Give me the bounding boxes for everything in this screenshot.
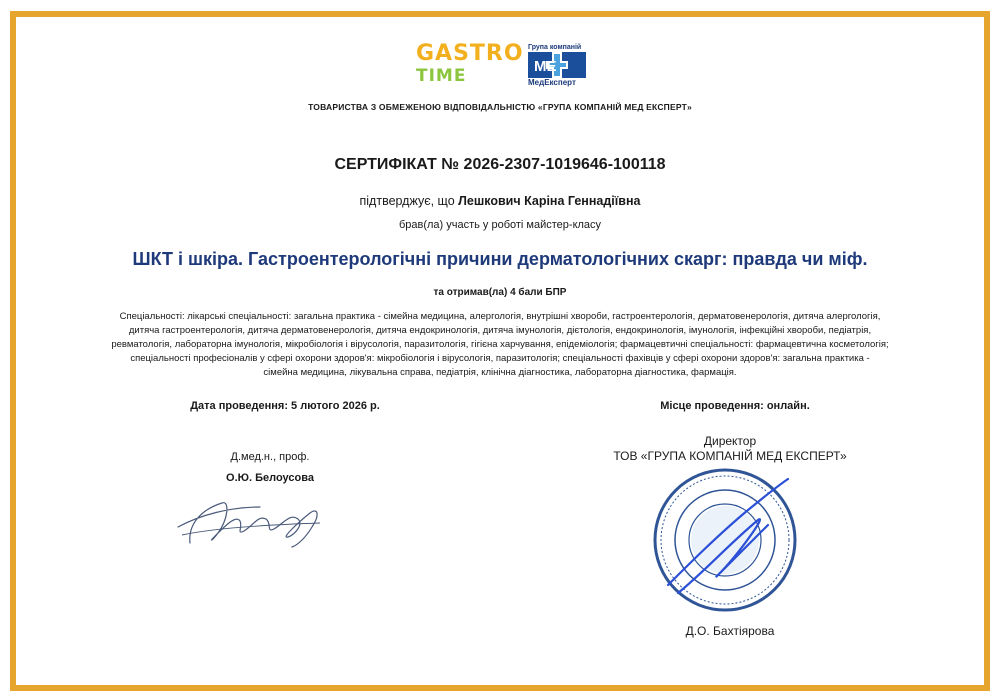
course-title: ШКТ і шкіра. Гастроентерологічні причини дерматологічних скарг: правда чи міф. [132,249,868,269]
director-organization: ТОВ «ГРУПА КОМПАНІЙ МЕД ЕКСПЕРТ» [613,449,847,463]
gastro-time-logo [416,41,524,91]
points-text: та отримав(ла) 4 бали БПР [433,287,567,298]
professor-signature-icon [170,485,340,555]
med-expert-caption: Група компаній [528,44,582,51]
event-place: Місце проведення: онлайн. [660,400,810,412]
company-seal-icon [648,465,803,615]
svg-text:МЕ: МЕ [534,58,557,75]
participant-name: Лешкович Каріна Геннадіївна [458,194,641,208]
time-logo-word: TIME [416,66,467,86]
gastro-logo-word: GASTRO [416,41,524,66]
professor-name: О.Ю. Белоусова [226,472,314,484]
confirm-line [0,194,1000,208]
med-expert-logo [528,44,588,90]
specialties-line: спеціальності професіоналів у сфері охорони здоров'я: мікробіологія і вірусологія, паразитологія; спеціальності фахівців у сфері охорони здоров'я: загальна практика - [130,353,870,364]
confirm-prefix: підтверджує, що [359,194,459,208]
director-name: Д.О. Бахтіярова [685,624,775,638]
med-expert-name: МедЕксперт [528,78,576,87]
specialties-line: ревматологія, лабораторна імунологія, мікробіологія і вірусологія, паразитологія, гігієна харчування, епідеміологія; фармацевтичні спеціальності: фармацевтична косметологія; [111,339,889,350]
specialties-line: сімейна медицина, лікувальна справа, педіатрія, клінічна діагностика, лабораторна діагностика, фармація. [263,367,737,378]
professor-title: Д.мед.н., проф. [230,451,310,463]
certificate-title: СЕРТИФІКАТ № 2026-2307-1019646-100118 [334,156,666,173]
participation-text: брав(ла) участь у роботі майстер-класу [398,219,602,231]
organization-name: ТОВАРИСТВА З ОБМЕЖЕНОЮ ВІДПОВІДАЛЬНІСТЮ «ГРУПА КОМПАНІЙ МЕД ЕКСПЕРТ» [308,102,692,112]
event-date: Дата проведення: 5 лютого 2026 р. [190,400,380,412]
specialties-block [40,310,960,380]
specialties-line: Спеціальності: лікарські спеціальності: загальна практика - сімейна медицина, алергологія, внутрішні хвороби, гастроентерологія, дерматовенерологія, дитяча алергологія, [119,311,881,322]
specialties-line: дитяча гастроентерологія, дитяча дерматовенерологія, дитяча ендокринологія, дитяча імунологія, дієтологія, ендокринологія, імунологія, інфекційні хвороби, педіатрія, [128,325,872,336]
director-title: Директор [703,434,757,448]
